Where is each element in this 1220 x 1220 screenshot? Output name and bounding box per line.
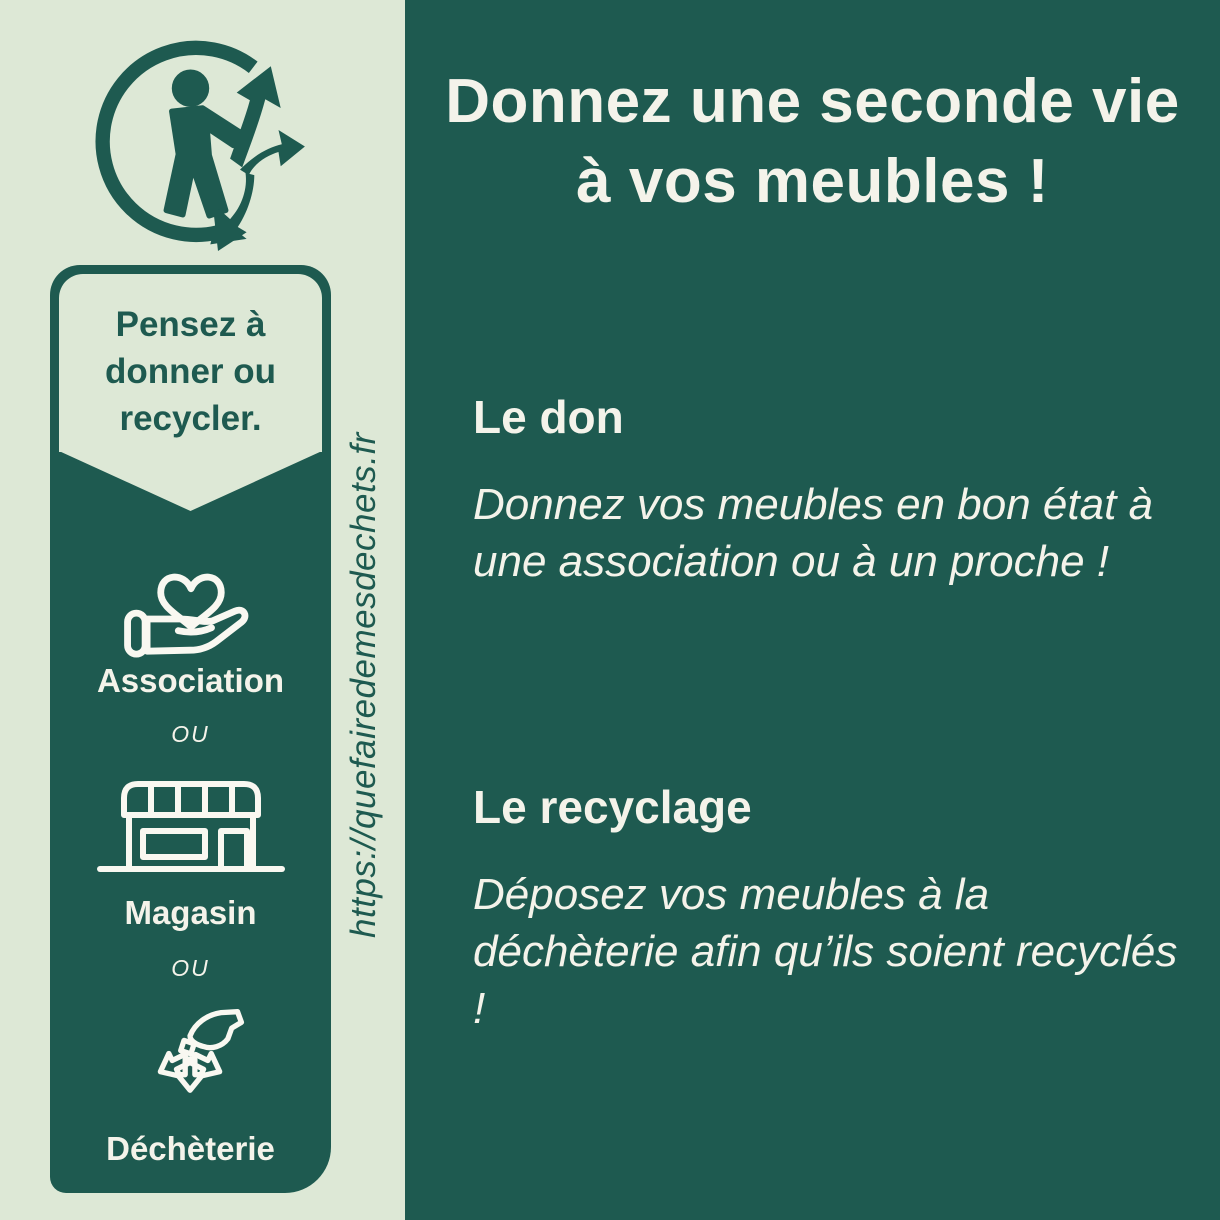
section-le-recyclage xyxy=(473,782,1183,1037)
hand-sorting-arrows-icon xyxy=(50,1001,331,1132)
option-label-magasin: Magasin xyxy=(124,894,257,931)
ribbon-panel xyxy=(50,265,331,1193)
section-body-le-don: Donnez vos meubles en bon état à une association ou à un proche ! xyxy=(473,480,1154,586)
heart-in-hand-icon xyxy=(50,537,331,664)
website-url: https://quefairedemesdechets.fr xyxy=(344,432,383,938)
content-panel xyxy=(405,0,1220,1220)
section-le-don xyxy=(473,392,1183,590)
section-heading-le-don: Le don xyxy=(473,391,624,443)
triman-recycling-logo-icon xyxy=(86,30,306,252)
banner-line-3: recycler. xyxy=(119,399,262,438)
section-body-le-recyclage: Déposez vos meubles à la déchèterie afin qu’ils soient recyclés ! xyxy=(473,870,1178,1033)
storefront-icon xyxy=(50,771,331,888)
banner-slogan xyxy=(50,301,331,442)
section-heading-le-recyclage: Le recyclage xyxy=(473,781,752,833)
banner-line-2: donner ou xyxy=(104,352,277,391)
separator-ou: OU xyxy=(171,721,210,747)
banner-chevron xyxy=(59,451,322,511)
banner-line-1: Pensez à xyxy=(115,305,266,344)
separator-ou: OU xyxy=(171,955,210,981)
option-label-association: Association xyxy=(96,662,285,699)
page-title xyxy=(405,62,1220,222)
title-line-1: Donnez une seconde vie xyxy=(445,67,1180,136)
title-line-2: à vos meubles ! xyxy=(576,147,1049,216)
option-label-decheterie: Déchèterie xyxy=(106,1130,275,1167)
